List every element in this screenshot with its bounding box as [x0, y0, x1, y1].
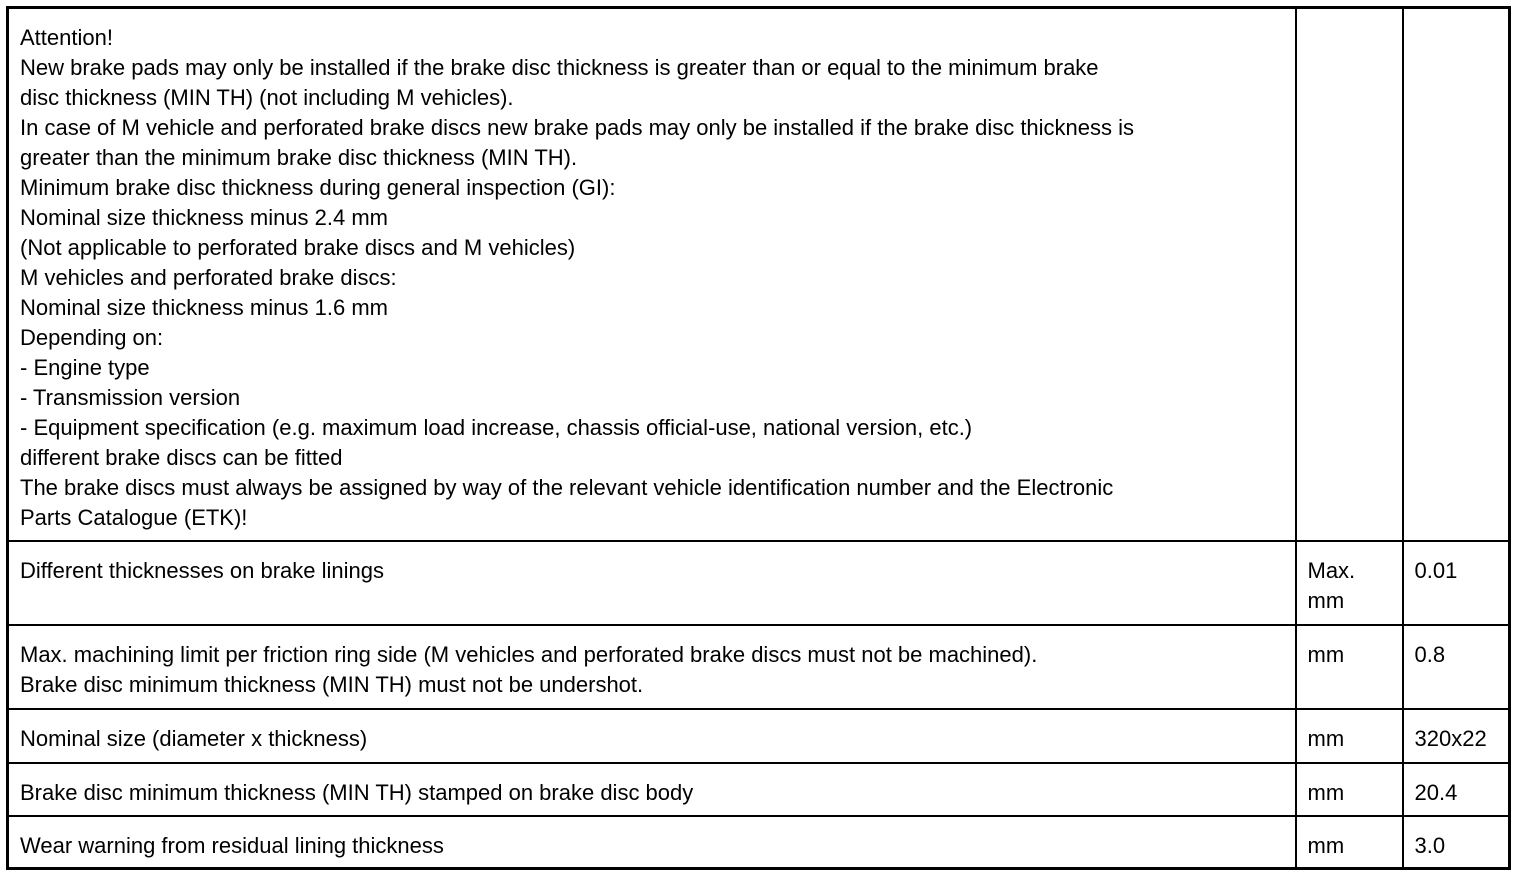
value-cell: [1403, 709, 1510, 763]
unit-text: mm: [1307, 587, 1345, 613]
description-cell: [8, 625, 1296, 709]
attention-notes-row: [8, 8, 1510, 541]
description-cell: [8, 763, 1296, 816]
table-row: [8, 625, 1510, 709]
unit-text: Max.: [1307, 557, 1356, 583]
notes-line: greater than the minimum brake disc thickness (MIN TH).: [20, 145, 578, 170]
value-cell: [1403, 541, 1510, 625]
unit-text: mm: [1307, 641, 1345, 667]
notes-line: The brake discs must always be assigned by way of the relevant vehicle identification number and the Electronic: [20, 475, 1114, 500]
notes-line: New brake pads may only be installed if the brake disc thickness is greater than or equal to the minimum brake: [20, 55, 1099, 80]
table-row: [8, 816, 1510, 869]
notes-value-cell: [1403, 8, 1510, 541]
notes-line: disc thickness (MIN TH) (not including M vehicles).: [20, 85, 514, 110]
brake-disc-spec-table: [6, 6, 1511, 870]
notes-line: Minimum brake disc thickness during general inspection (GI):: [20, 175, 616, 200]
value-text: 0.01: [1414, 557, 1458, 583]
unit-cell: [1296, 763, 1403, 816]
notes-unit-cell: [1296, 8, 1403, 541]
notes-line: Nominal size thickness minus 2.4 mm: [20, 205, 389, 230]
notes-line: different brake discs can be fitted: [20, 445, 343, 470]
description-cell: [8, 541, 1296, 625]
value-cell: [1403, 625, 1510, 709]
description-text: Different thicknesses on brake linings: [20, 557, 385, 583]
attention-heading: Attention!: [20, 25, 113, 50]
description-text: Max. machining limit per friction ring side (M vehicles and perforated brake discs must not be machined).: [20, 641, 1038, 667]
notes-line: - Equipment specification (e.g. maximum load increase, chassis official-use, national version, etc.): [20, 415, 973, 440]
value-cell: [1403, 816, 1510, 869]
value-text: 0.8: [1414, 641, 1446, 667]
unit-text: mm: [1307, 779, 1345, 805]
unit-cell: [1296, 816, 1403, 869]
notes-line: In case of M vehicle and perforated brake discs new brake pads may only be installed if the brake disc thickness is: [20, 115, 1135, 140]
notes-line: Nominal size thickness minus 1.6 mm: [20, 295, 389, 320]
notes-line: - Transmission version: [20, 385, 241, 410]
description-cell: [8, 709, 1296, 763]
notes-line: M vehicles and perforated brake discs:: [20, 265, 397, 290]
description-cell: [8, 816, 1296, 869]
unit-cell: [1296, 709, 1403, 763]
table-row: [8, 709, 1510, 763]
value-text: 20.4: [1414, 779, 1458, 805]
unit-text: mm: [1307, 832, 1345, 858]
notes-line: Depending on:: [20, 325, 164, 350]
description-text: Brake disc minimum thickness (MIN TH) stamped on brake disc body: [20, 779, 694, 805]
description-text: Brake disc minimum thickness (MIN TH) must not be undershot.: [20, 671, 644, 697]
unit-cell: [1296, 541, 1403, 625]
unit-text: mm: [1307, 725, 1345, 751]
table-row: [8, 763, 1510, 816]
notes-line: - Engine type: [20, 355, 150, 380]
value-text: 320x22: [1414, 725, 1487, 751]
notes-line: Parts Catalogue (ETK)!: [20, 505, 248, 530]
unit-cell: [1296, 625, 1403, 709]
value-text: 3.0: [1414, 832, 1446, 858]
description-text: Wear warning from residual lining thickness: [20, 832, 444, 858]
table-row: [8, 541, 1510, 625]
notes-line: (Not applicable to perforated brake discs and M vehicles): [20, 235, 576, 260]
attention-notes-cell: [8, 8, 1296, 541]
description-text: Nominal size (diameter x thickness): [20, 725, 368, 751]
value-cell: [1403, 763, 1510, 816]
